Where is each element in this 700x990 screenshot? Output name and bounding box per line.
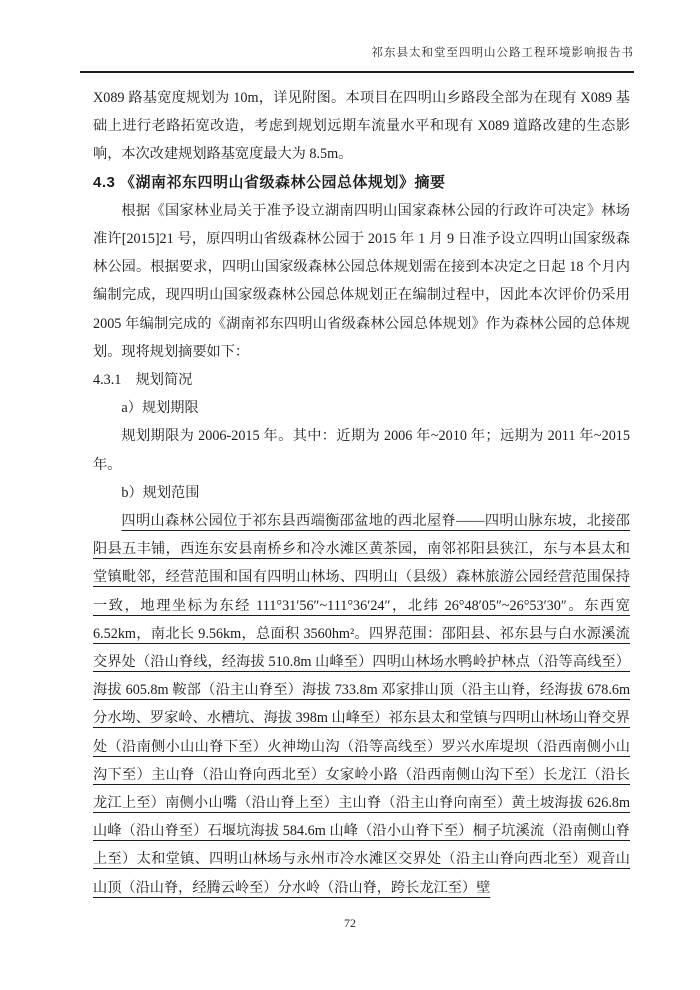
item-a-heading: a）规划期限 [121,400,199,417]
paragraph-plan-scope: 四明山森林公园位于祁东县西端衡邵盆地的西北屋脊——四明山脉东坡，北接邵阳县五丰铺，西连东安县南桥乡和冷水滩区黄茶园，南邻祁阳县狭江，东与本县太和堂镇毗邻，经营范围和国有四明山林场、四明山（县级）森林旅游公园经营范围保持一致，地理坐标为东经 111°31′56″~111°36′24″，北纬 26°48′05″~26°53′30″。东西宽 6.52km，南北长 9.56km，总面积 3560hm²。四界范围：邵阳县、祁东县与白水源溪流交界处（沿山脊线，经海拔 510.8m 山峰至）四明山林场水鸭岭护林点（沿等高线至）海拔 605.8m 鞍部（沿主山脊至）海拔 733.8m 邓家排山顶（沿主山脊，经海拔 678.6m 分水坳、罗家岭、水槽坑、海拔 398m 山峰至）祁东县太和堂镇与四明山林场山脊交界处（沿南侧小山山脊下至）火神坳山沟（沿等高线至）罗兴水库堤坝（沿西南侧小山沟下至）主山脊（沿山脊向西北至）女家岭小路（沿西南侧山沟下至）长龙江（沿长龙江上至）南侧小山嘴（沿山脊上至）主山脊（沿主山脊向南至）黄土坡海拔 626.8m 山峰（沿山脊至）石堰坑海拔 584.6m 山峰（沿小山脊下至）桐子坑溪流（沿南侧山脊上至）太和堂镇、四明山林场与永州市冷水滩区交界处（沿主山脊向西北至）观音山山顶（沿山脊，经腾云岭至）分水岭（沿山脊，跨长龙江至）壁 [93,513,630,896]
paragraph-approval: 根据《国家林业局关于准予设立湖南四明山国家森林公园的行政许可决定》林场准许[2015]21 号，原四明山省级森林公园于 2015 年 1 月 9 日准予设立四明山国家级森林公园。根据要求，四明山国家级森林公园总体规划需在接到本决定之日起 18 个月内编制完成，现四明山国家级森林公园总体规划正在编制过程中，因此本次评价仍采用 2005 年编制完成的《湖南祁东四明山省级森林公园总体规划》作为森林公园的总体规划。现将规划摘要如下： [93,202,630,360]
document-body [93,84,630,902]
page-number: 72 [344,916,356,930]
report-header-title: 祁东县太和堂至四明山公路工程环境影响报告书 [80,44,634,73]
paragraph-x089-continuation: X089 路基宽度规划为 10m，详见附图。本项目在四明山乡路段全部为在现有 X089 基础上进行老路拓宽改造，考虑到规划远期车流量水平和现有 X089 道路改建的生态影响，本次改建规划路基宽度最大为 8.5m。 [93,90,630,163]
subsection-heading-4-3-1: 4.3.1 规划简况 [93,372,193,389]
paragraph-plan-period: 规划期限为 2006-2015 年。其中：近期为 2006 年~2010 年；远期为 2011 年~2015 年。 [93,428,630,473]
section-heading-4-3: 4.3 《湖南祁东四明山省级森林公园总体规划》摘要 [93,173,446,191]
item-b-heading: b）规划范围 [121,484,200,501]
